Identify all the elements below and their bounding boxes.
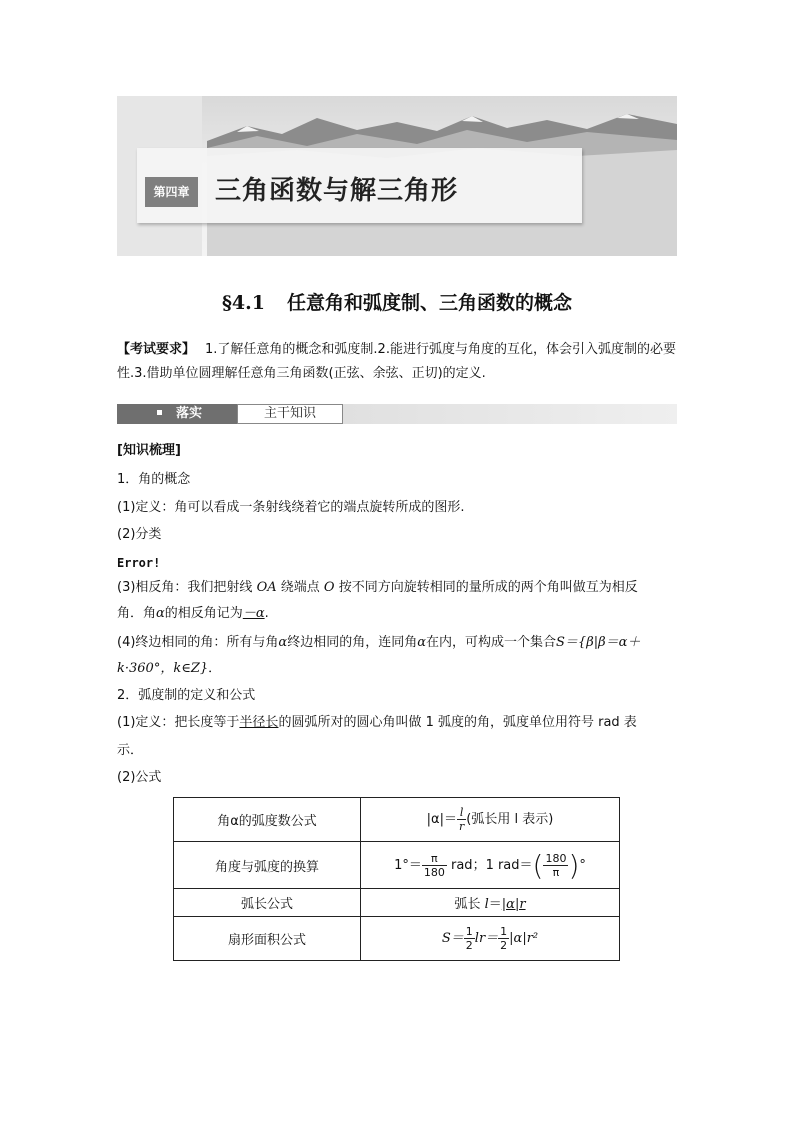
- section-title: [0, 288, 794, 315]
- table-row: [174, 842, 620, 889]
- table-cell-formula: 弧长 l＝|α|r: [361, 889, 620, 917]
- section-bar-topic: 主干知识: [237, 404, 343, 424]
- table-row: [174, 917, 620, 961]
- table-cell-formula: 1°＝ $\frac{\pi}{180}$ rad；1 rad＝( $\frac{180}{\pi}$ )°: [361, 842, 620, 889]
- answer-blank: －α: [242, 606, 265, 621]
- requirements-tag: 【考试要求】: [117, 342, 196, 357]
- item1-opposite-line1: (3)相反角：我们把射线 OA 绕端点 O 按不同方向旋转相同的量所成的两个角叫做互为相反: [117, 580, 638, 595]
- item1-opposite-line2: 角．角α的相反角记为－α.: [117, 606, 269, 621]
- item2-formula: (2)公式: [117, 770, 162, 785]
- table-row: [174, 798, 620, 842]
- square-bullet-icon: [157, 410, 162, 415]
- table-cell-label: 弧长公式: [174, 889, 361, 917]
- item1-terminal-line2: k·360°，k∈Z}．: [117, 661, 222, 676]
- item1-definition: (1)定义：角可以看成一条射线绕着它的端点旋转所成的图形.: [117, 500, 465, 515]
- exam-requirements: [117, 338, 679, 386]
- chapter-badge: 第四章: [145, 177, 198, 207]
- chapter-title: 三角函数与解三角形: [215, 176, 459, 206]
- section-title-text: 任意角和弧度制、三角函数的概念: [286, 292, 572, 314]
- item1-terminal-line1: (4)终边相同的角：所有与角α终边相同的角，连同角α在内，可构成一个集合S＝{β|β＝α＋: [117, 635, 641, 650]
- item1-title: 1．角的概念: [117, 472, 191, 487]
- table-cell-formula: |α|＝ $\frac{l}{r}$ (弧长用 l 表示): [361, 798, 620, 842]
- answer-blank: 半径长: [239, 715, 279, 730]
- table-cell-label: 角度与弧度的换算: [174, 842, 361, 889]
- item2-definition-line2: 示．: [117, 743, 144, 758]
- section-number: §4.1: [221, 292, 265, 314]
- table-cell-label: 角α的弧度数公式: [174, 798, 361, 842]
- formula-table: [173, 797, 620, 961]
- requirements-text: 1.了解任意角的概念和弧度制.2.能进行弧度与角度的互化，体会引入弧度制的必要性.3.借助单位圆理解任意角三角函数(正弦、余弦、正切)的定义.: [117, 342, 676, 381]
- table-cell-label: 扇形面积公式: [174, 917, 361, 961]
- answer-blank: |α|r: [501, 897, 526, 912]
- item2-title: 2．弧度制的定义和公式: [117, 688, 256, 703]
- knowledge-heading: [知识梳理]: [117, 443, 181, 458]
- error-text: Error!: [117, 556, 161, 570]
- item1-classification: (2)分类: [117, 527, 162, 542]
- item2-definition-line1: (1)定义：把长度等于半径长的圆弧所对的圆心角叫做 1 弧度的角，弧度单位用符号 rad 表: [117, 715, 637, 730]
- table-row: [174, 889, 620, 917]
- table-cell-formula: S＝ $\frac{1}{2}$ lr＝ $\frac{1}{2}$ |α|r²: [361, 917, 620, 961]
- section-bar-label: 落实: [117, 404, 237, 424]
